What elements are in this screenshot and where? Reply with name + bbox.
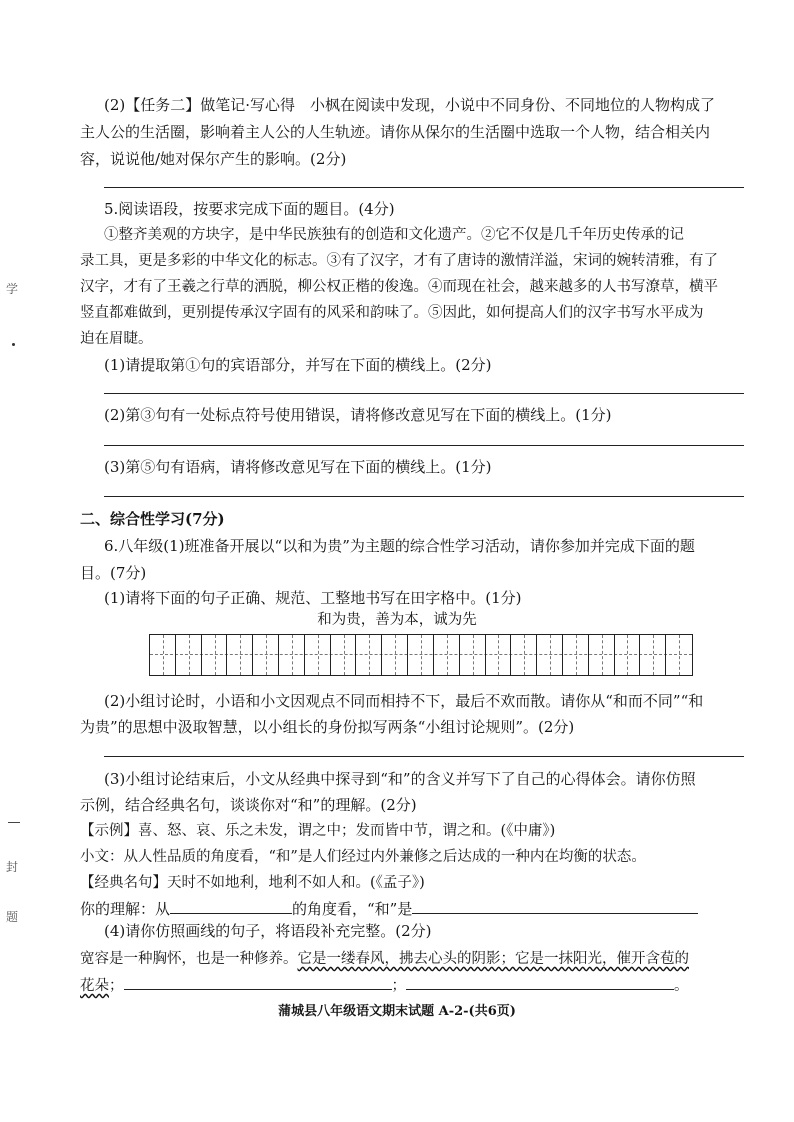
grid-cell[interactable] bbox=[176, 635, 202, 675]
blank-imitate-2[interactable] bbox=[406, 975, 674, 990]
margin-dot bbox=[12, 343, 15, 346]
q4-2-line2: 主人公的生活圈，影响着主人公的人生轨迹。请你从保尔的生活圈中选取一个人物，结合相关内 bbox=[80, 123, 711, 141]
copy-sentence: 和为贵，善为本，诚为先 bbox=[317, 612, 477, 628]
grid-cell-center-line bbox=[473, 635, 474, 675]
q5-passage-line5: 迫在眉睫。 bbox=[80, 331, 153, 347]
q6-line2: 目。(7分) bbox=[80, 564, 147, 582]
grid-cell-center-line bbox=[447, 635, 448, 675]
margin-mark-3: 题 bbox=[6, 910, 19, 924]
imitate-wavy-sentence: 它是一缕春风，拂去心头的阴影；它是一抹阳光，催开含苞的 bbox=[297, 951, 689, 967]
classic-text: 天时不如地利，地利不如人和。(《孟子》) bbox=[167, 875, 425, 891]
grid-cell-center-line bbox=[602, 635, 603, 675]
answer-line-q5-1[interactable] bbox=[104, 393, 744, 394]
q6-sub2-line2: 为贵”的思想中汲取智慧，以小组长的身份拟写两条“小组讨论规则”。(2分) bbox=[80, 718, 575, 736]
grid-cell-center-line bbox=[395, 635, 396, 675]
grid-cell-center-line bbox=[653, 635, 654, 675]
grid-cell[interactable] bbox=[227, 635, 253, 675]
q6-line1: 6.八年级(1)班准备开展以“以和为贵”为主题的综合性学习活动，请你参加并完成下面的题 bbox=[104, 537, 695, 555]
grid-cell[interactable] bbox=[279, 635, 305, 675]
q6-sub3-line1: (3)小组讨论结束后，小文从经典中探寻到“和”的含义并写下了自己的心得体会。请你仿照 bbox=[104, 770, 696, 788]
xiaowen-text: 小文：从人性品质的角度看，“和”是人们经过内外兼修之后达成的一种内在均衡的状态。 bbox=[80, 849, 646, 865]
margin-mark-2: 封 bbox=[6, 860, 19, 874]
grid-cell[interactable] bbox=[666, 635, 692, 675]
grid-cell-center-line bbox=[524, 635, 525, 675]
grid-cell-center-line bbox=[679, 635, 680, 675]
grid-cell-center-line bbox=[292, 635, 293, 675]
grid-cell-center-line bbox=[498, 635, 499, 675]
imitate-sep-2: ； bbox=[391, 978, 406, 994]
example-label: 【示例】 bbox=[80, 823, 138, 839]
classic-label: 【经典名句】 bbox=[80, 875, 167, 891]
grid-cell-center-line bbox=[576, 635, 577, 675]
q5-sub3: (3)第⑤句有语病，请将修改意见写在下面的横线上。(1分) bbox=[104, 458, 492, 476]
page-footer: 蒲城县八年级语文期末试题 A-2-(共6页) bbox=[278, 1004, 516, 1019]
grid-cell[interactable] bbox=[305, 635, 331, 675]
imitate-end: 。 bbox=[674, 978, 689, 994]
grid-cell-center-line bbox=[344, 635, 345, 675]
q5-title: 5.阅读语段，按要求完成下面的题目。(4分) bbox=[104, 200, 395, 218]
imitate-wavy-end: 花朵 bbox=[80, 978, 109, 994]
q5-passage-line4: 竖直都难做到，更别提传承汉字固有的风采和韵味了。⑤因此，如何提高人们的汉字书写水平成为 bbox=[80, 305, 704, 321]
grid-cell[interactable] bbox=[486, 635, 512, 675]
imitate-line2 bbox=[80, 973, 689, 1000]
grid-cell[interactable] bbox=[382, 635, 408, 675]
grid-cell-center-line bbox=[369, 635, 370, 675]
grid-cell[interactable] bbox=[408, 635, 434, 675]
answer-line-q4-2[interactable] bbox=[104, 187, 744, 188]
q5-passage-line1: ①整齐美观的方块字，是中华民族独有的创造和文化遗产。②它不仅是几千年历史传承的记 bbox=[104, 227, 684, 243]
blank-angle[interactable] bbox=[170, 899, 292, 914]
q4-2-line3: 容，说说他/她对保尔产生的影响。(2分) bbox=[80, 150, 347, 168]
answer-line-q5-2[interactable] bbox=[104, 445, 744, 446]
grid-cell[interactable] bbox=[640, 635, 666, 675]
blank-imitate-1[interactable] bbox=[124, 975, 392, 990]
blank-understanding[interactable] bbox=[412, 899, 698, 914]
grid-cell-center-line bbox=[421, 635, 422, 675]
grid-cell[interactable] bbox=[331, 635, 357, 675]
section2-title: 二、综合性学习(7分) bbox=[80, 510, 225, 528]
grid-cell-center-line bbox=[627, 635, 628, 675]
q6-sub1: (1)请将下面的句子正确、规范、工整地书写在田字格中。(1分) bbox=[104, 589, 522, 607]
grid-cell-center-line bbox=[189, 635, 190, 675]
grid-cell[interactable] bbox=[150, 635, 176, 675]
q6-sub3-line2: 示例，结合经典名句，谈谈你对“和”的理解。(2分) bbox=[80, 796, 417, 814]
grid-cell-center-line bbox=[163, 635, 164, 675]
q5-passage-line3: 汉字，才有了王羲之行草的洒脱，柳公权正楷的俊逸。④而现在社会，越来越多的人书写潦草，横平 bbox=[80, 279, 718, 295]
grid-cell[interactable] bbox=[537, 635, 563, 675]
q6-sub2-line1: (2)小组讨论时，小语和小文因观点不同而相持不下，最后不欢而散。请你从“和而不同”“和 bbox=[104, 692, 704, 710]
margin-mark-1: 学 bbox=[6, 282, 19, 296]
writing-grid[interactable] bbox=[149, 634, 693, 676]
classic-row bbox=[80, 870, 425, 897]
example-row bbox=[80, 818, 555, 845]
understanding-mid: 的角度看，“和”是 bbox=[292, 900, 413, 918]
grid-cell[interactable] bbox=[563, 635, 589, 675]
grid-cell-center-line bbox=[240, 635, 241, 675]
imitate-line1 bbox=[80, 946, 689, 973]
grid-cell[interactable] bbox=[253, 635, 279, 675]
answer-line-q6-2[interactable] bbox=[104, 756, 744, 757]
margin-dash bbox=[8, 822, 20, 823]
imitate-sep: ； bbox=[109, 978, 124, 994]
grid-cell[interactable] bbox=[589, 635, 615, 675]
q5-sub1: (1)请提取第①句的宾语部分，并写在下面的横线上。(2分) bbox=[104, 356, 492, 374]
grid-cell[interactable] bbox=[615, 635, 641, 675]
grid-cell[interactable] bbox=[202, 635, 228, 675]
grid-cell-center-line bbox=[215, 635, 216, 675]
answer-line-q5-3[interactable] bbox=[104, 496, 744, 497]
grid-cell-center-line bbox=[318, 635, 319, 675]
grid-cell[interactable] bbox=[511, 635, 537, 675]
q5-passage-line2: 录工具，更是多彩的中华文化的标志。③有了汉字，才有了唐诗的激情洋溢，宋词的婉转清雅，有了 bbox=[80, 253, 718, 269]
grid-cell-center-line bbox=[550, 635, 551, 675]
q5-sub2: (2)第③句有一处标点符号使用错误，请将修改意见写在下面的横线上。(1分) bbox=[104, 406, 612, 424]
grid-cell[interactable] bbox=[356, 635, 382, 675]
imitate-plain: 宽容是一种胸怀，也是一种修养。 bbox=[80, 951, 298, 967]
example-text: 喜、怒、哀、乐之未发，谓之中；发而皆中节，谓之和。(《中庸》) bbox=[138, 823, 556, 839]
q6-sub4: (4)请你仿照画线的句子，将语段补充完整。(2分) bbox=[104, 922, 432, 940]
understanding-prefix: 你的理解：从 bbox=[80, 900, 171, 918]
grid-cell-center-line bbox=[266, 635, 267, 675]
grid-cell[interactable] bbox=[460, 635, 486, 675]
grid-cell[interactable] bbox=[434, 635, 460, 675]
q4-2-line1: (2)【任务二】做笔记·写心得 小枫在阅读中发现，小说中不同身份、不同地位的人物构成了 bbox=[104, 96, 716, 114]
